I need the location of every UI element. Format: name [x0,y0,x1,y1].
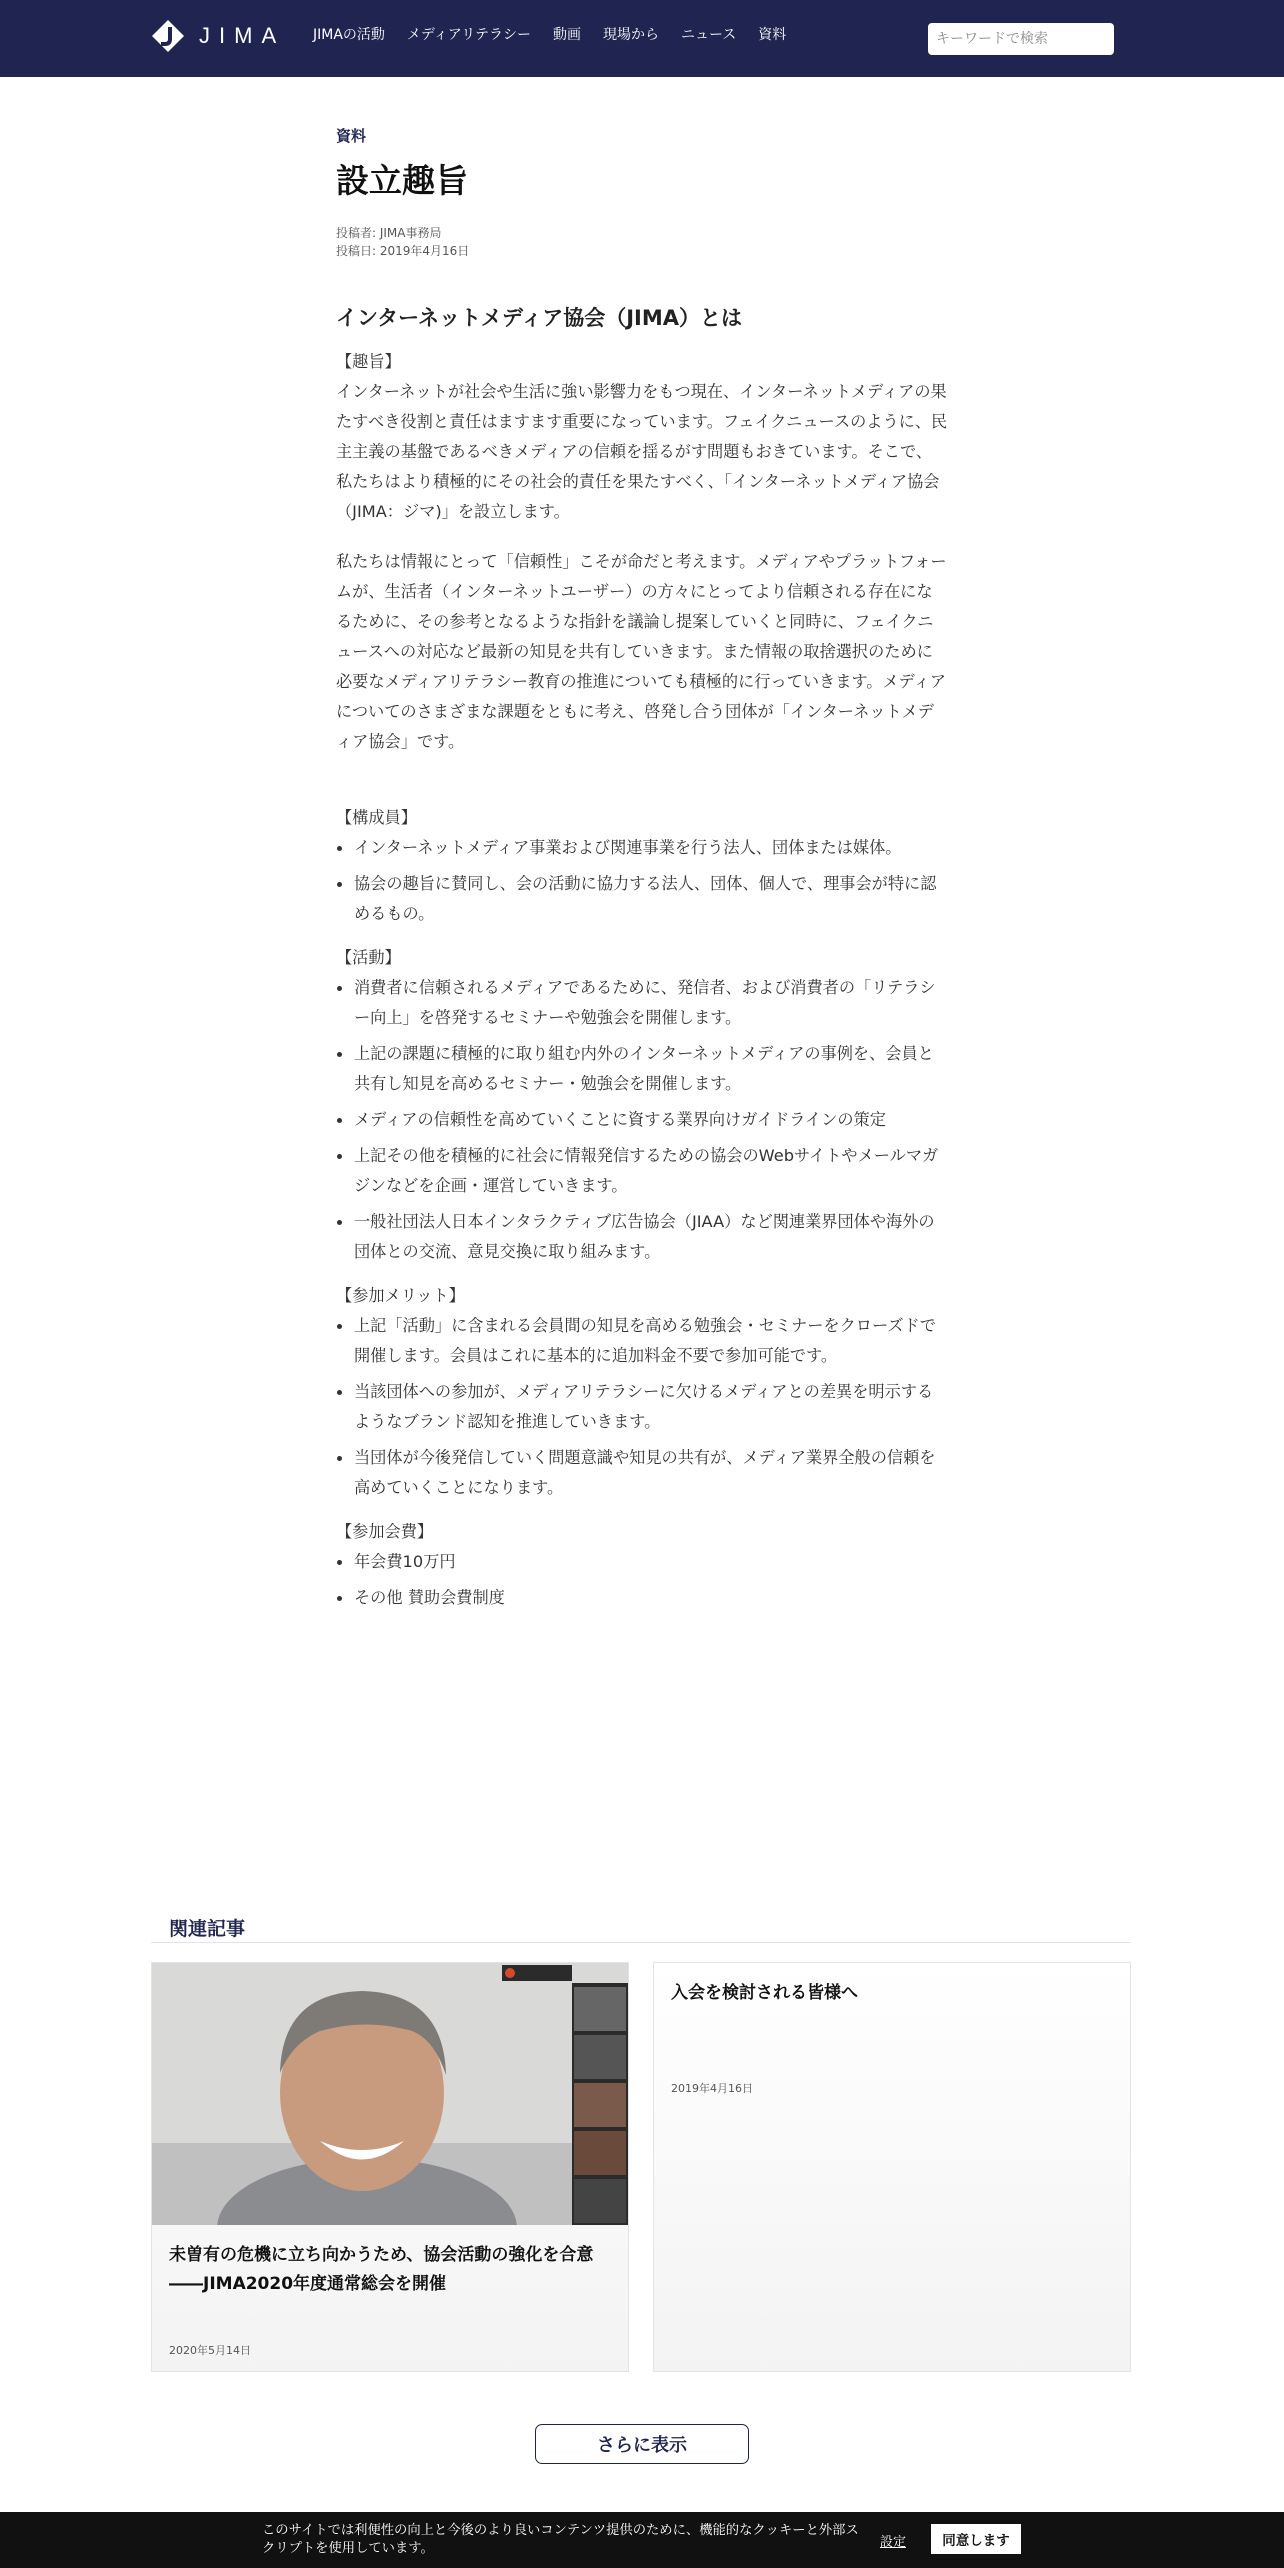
list-item: メディアの信頼性を高めていくことに資する業界向けガイドラインの策定 [354,1105,948,1135]
activities-label: 【活動】 [336,948,401,967]
page-title: 設立趣旨 [336,161,468,200]
cookie-accept-button[interactable]: 同意します [931,2524,1021,2554]
cookie-message: このサイトでは利便性の向上と今後のより良いコンテンツ提供のために、機能的なクッキーと外部スクリプトを使用しています。 [262,2523,859,2556]
related-card-date: 2020年5月14日 [169,2344,251,2357]
list-item: 当団体が今後発信していく問題意識や知見の共有が、メディア業界全般の信頼を高めていくことになります。 [354,1443,948,1503]
list-item: 上記その他を積極的に社会に情報発信するための協会のWebサイトやメールマガジンなどを企画・運営していきます。 [354,1141,948,1201]
logo-text: JIMA [199,23,286,48]
purpose-paragraph-2: 私たちは情報にとって「信頼性」こそが命だと考えます。メディアやプラットフォームが、生活者（インターネットユーザー）の方々にとってより信頼される存在になるために、その参考となるような指針を議論し提案していくと同時に、フェイクニュースへの対応など最新の知見を共有していきます。また情報の取捨選択のために必要なメディアリテラシー教育の推進についても積極的に行っていきます。メディアについてのさまざまな課題をともに考え、啓発し合う団体が「インターネットメディア協会」です。 [336,552,947,751]
fees-list [336,1547,948,1613]
merits-list [336,1311,948,1503]
members-label: 【構成員】 [336,808,417,827]
jima-logo-icon [151,19,185,53]
site-header [0,0,1284,77]
nav-item-media-literacy[interactable]: メディアリテラシー [406,27,531,43]
members-list [336,833,948,929]
merits-label: 【参加メリット】 [336,1286,465,1305]
article-thumbnail [152,1963,628,2225]
nav-item-news[interactable]: ニュース [680,27,737,43]
purpose-label: 【趣旨】 [336,352,401,371]
site-logo[interactable] [151,18,285,54]
related-card-title: 未曽有の危機に立ち向かうため、協会活動の強化を合意――JIMA2020年度通常総会を開催 [169,2245,594,2294]
list-item: 当該団体への参加が、メディアリテラシーに欠けるメディアとの差異を明示するようなブランド認知を推進していきます。 [354,1377,948,1437]
search-input[interactable] [928,23,1114,55]
list-item: 消費者に信頼されるメディアであるために、発信者、および消費者の「リテラシー向上」を啓発するセミナーや勉強会を開催します。 [354,973,948,1033]
cookie-banner [0,2512,1284,2568]
related-card-title: 入会を検討される皆様へ [671,1983,858,2003]
related-card[interactable] [151,1962,629,2372]
list-item: インターネットメディア事業および関連事業を行う法人、団体または媒体。 [354,833,948,863]
related-card-date: 2019年4月16日 [671,2082,753,2095]
category-link[interactable]: 資料 [336,127,367,145]
post-meta [336,224,948,260]
list-item: 年会費10万円 [354,1547,948,1577]
post-author: 投稿者: JIMA事務局 [336,226,442,240]
purpose-paragraph-1: インターネットが社会や生活に強い影響力をもつ現在、インターネットメディアの果たすべき役割と責任はますます重要になっています。フェイクニュースのように、民主主義の基盤であるべきメディアの信頼を揺るがす問題もおきています。そこで、私たちはより積極的にその社会的責任を果たすべく、「インターネットメディア協会（JIMA：ジマ)」を設立します。 [336,382,948,521]
video-call-photo-icon [152,1963,628,2225]
related-divider [151,1942,1131,1943]
nav-item-documents[interactable]: 資料 [758,27,787,43]
post-date: 投稿日: 2019年4月16日 [336,244,470,258]
related-heading: 関連記事 [169,1918,246,1940]
list-item: 上記「活動」に含まれる会員間の知見を高める勉強会・セミナーをクローズドで開催します。会員はこれに基本的に追加料金不要で参加可能です。 [354,1311,948,1371]
show-more-button[interactable]: さらに表示 [535,2424,749,2464]
cookie-settings-link[interactable]: 設定 [880,2535,907,2550]
nav-item-field-reports[interactable]: 現場から [602,27,659,43]
nav-item-videos[interactable]: 動画 [552,27,581,43]
article-body [336,347,948,1613]
list-item: 一般社団法人日本インタラクティブ広告協会（JIAA）など関連業界団体や海外の団体との交流、意見交換に取り組みます。 [354,1207,948,1267]
activities-list [336,973,948,1267]
article [336,126,948,1613]
nav-item-activities[interactable]: JIMAの活動 [313,27,385,43]
list-item: 上記の課題に積極的に取り組む内外のインターネットメディアの事例を、会員と共有し知見を高めるセミナー・勉強会を開催します。 [354,1039,948,1099]
fees-label: 【参加会費】 [336,1522,434,1541]
main-nav [313,24,786,44]
related-card[interactable] [653,1962,1131,2372]
section-title: インターネットメディア協会（JIMA）とは [336,306,742,330]
list-item: その他 賛助会費制度 [354,1583,948,1613]
list-item: 協会の趣旨に賛同し、会の活動に協力する法人、団体、個人で、理事会が特に認めるもの。 [354,869,948,929]
